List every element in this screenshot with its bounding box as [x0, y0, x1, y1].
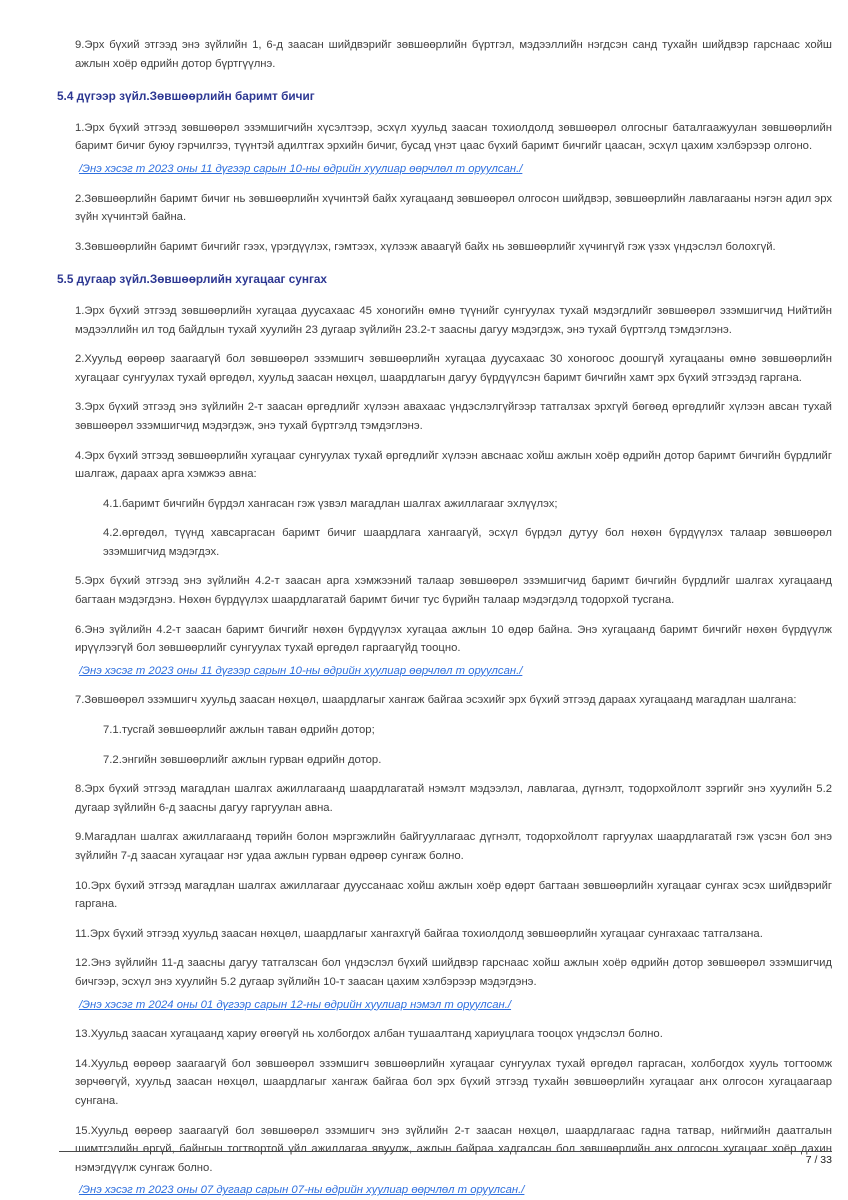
law-paragraph: 11.Эрх бүхий этгээд хуульд заасан нөхцөл, шаардлагыг хангахгүй байгаа тохиолдолд зөвшөөрлийн хугацааг сунгахаас татгалзана.: [75, 927, 763, 940]
law-subitem: 7.1.тусгай зөвшөөрлийг ажлын таван өдрийн дотор;: [103, 724, 375, 737]
law-paragraph: 2.Хуульд өөрөөр заагаагүй бол зөвшөөрөл эзэмшигч зөвшөөрлийн хугацаа дуусахаас 30 хоногоос доошгүй хугацааны өмнө зөвшөөрлийн хугацааг сунгуулах тухай өргөдөл, хуульд заасан нөхцөл, шаардлагын дагуу бүрдүүлсэн баримт бичгийн хамт эрх бүхий этгээдэд гаргана.: [75, 353, 832, 384]
document-body: [57, 36, 832, 1200]
law-subitem: 4.2.өргөдөл, түүнд хавсаргасан баримт бичиг шаардлага хангаагүй, эсхүл бүрдэл дутуу бол нөхөн бүрдүүлэх талаар зөвшөөрөл эзэмшигчид мэдэгдэх.: [103, 527, 832, 558]
page-number: 7 / 33: [805, 1154, 832, 1166]
law-paragraph: 8.Эрх бүхий этгээд магадлан шалгах ажиллагаанд шаардлагатай нэмэлт мэдээлэл, лавлагаа, дүгнэлт, тодорхойлолт зэргийг энэ хуулийн 5.2 дугаар зүйлийн 6-д заасны дагуу гаргуулан авна.: [75, 783, 832, 814]
section-heading: 5.5 дугаар зүйл.Зөвшөөрлийн хугацааг сунгах: [57, 272, 327, 287]
amendment-note-link[interactable]: /Энэ хэсэг т 2023 оны 11 дүгээр сарын 10-ны өдрийн хуулиар өөрчлөл т оруулсан./: [79, 664, 523, 677]
law-paragraph: 6.Энэ зүйлийн 4.2-т заасан баримт бичгийг нөхөн бүрдүүлэх хугацаа ажлын 10 өдөр байна. Энэ хугацаанд баримт бичгийг нөхөн бүрдүүлж ирүүлээгүй бол зөвшөөрлийг сунгуулах тухай өргөдөл гаргаагүйд тооцно.: [75, 623, 832, 655]
law-paragraph: 9.Эрх бүхий этгээд энэ зүйлийн 1, 6-д заасан шийдвэрийг зөвшөөрлийн бүртгэл, мэдээллийн нэгдсэн санд тухайн шийдвэр гарснаас хойш ажлын хоёр өдрийн дотор бүртгүүлнэ.: [75, 39, 832, 70]
law-paragraph: 1.Эрх бүхий этгээд зөвшөөрлийн хугацаа дуусахаас 45 хоногийн өмнө түүнийг сунгуулах тухай мэдэгдлийг зөвшөөрөл эзэмшигчид Нийтийн мэдээллийн ил тод байдлын тухай хуулийн 23 дугаар зүйлийн 23.2-т заасны дагуу мэдэгдэж, энэ тухай бүртгэлд тэмдэглэнэ.: [75, 304, 832, 336]
law-subitem: 4.1.баримт бичгийн бүрдэл хангасан гэж үзвэл магадлан шалгах ажиллагааг эхлүүлэх;: [103, 497, 558, 510]
law-paragraph: 12.Энэ зүйлийн 11-д заасны дагуу татгалзсан бол үндэслэл бүхий шийдвэр гарснаас хойш ажлын хоёр өдрийн дотор зөвшөөрөл эзэмшигчид бичгээр, эсхүл энэ хуулийн 5.2 дугаар зүйлийн 10-т заасан цахим хэлбэрээр мэдэгдэнэ.: [75, 957, 832, 988]
amendment-note-link[interactable]: /Энэ хэсэг т 2023 оны 07 дугаар сарын 07-ны өдрийн хуулиар өөрчлөл т оруулсан./: [79, 1184, 525, 1197]
law-paragraph: 13.Хуульд заасан хугацаанд хариу өгөөгүй нь холбогдох албан тушаалтанд хариуцлага тооцох үндэслэл болно.: [75, 1028, 663, 1041]
law-paragraph: 15.Хуульд өөрөөр заагаагүй бол зөвшөөрөл эзэмшигч энэ зүйлийн 2-т заасан нөхцөл, шаардлагаас гадна татвар, нийгмийн даатгалын шимтгэлийн өргүй, байнгын тогтвортой үйл ажиллагаа явуулж, ажлын байраа хадгалсан бол зөвшөөрлийн анх олгосон хугацааг хоёр дахин нэмэгдүүлж сунгаж болно.: [75, 1124, 832, 1174]
amendment-note-link[interactable]: /Энэ хэсэг т 2024 оны 01 дүгээр сарын 12-ны өдрийн хуулиар нэмэл т оруулсан./: [79, 998, 512, 1011]
section-heading: 5.4 дүгээр зүйл.Зөвшөөрлийн баримт бичиг: [57, 89, 315, 104]
law-paragraph: 3.Эрх бүхий этгээд энэ зүйлийн 2-т заасан өргөдлийг хүлээн авахаас үндэслэлгүйгээр татгалзах эрхгүй бөгөөд өргөдлийг хүлээн авсан тухай зөвшөөрөл эзэмшигчид мэдэгдэж, энэ тухай бүртгэлд тэмдэглэнэ.: [75, 401, 832, 432]
law-paragraph: 7.Зөвшөөрөл эзэмшигч хуульд заасан нөхцөл, шаардлагыг хангаж байгаа эсэхийг эрх бүхий этгээд дараах хугацаанд магадлан шалгана:: [75, 694, 797, 707]
law-paragraph: 4.Эрх бүхий этгээд зөвшөөрлийн хугацааг сунгуулах тухай өргөдлийг хүлээн авснаас хойш ажлын хоёр өдрийн дотор баримт бичгийн бүрдлийг шалгаж, дараах арга хэмжээ авна:: [75, 449, 832, 481]
law-paragraph: 10.Эрх бүхий этгээд магадлан шалгах ажиллагааг дууссанаас хойш ажлын хоёр өдөрт багтаан зөвшөөрлийн хугацааг сунгах эсэх шийдвэрийг гаргана.: [75, 879, 832, 911]
law-paragraph: 9.Магадлан шалгах ажиллагаанд төрийн болон мэргэжлийн байгууллагаас дүгнэлт, тодорхойлолт гаргуулах шаардлагатай гэж үзсэн бол энэ зүйлийн 7-д заасан хугацааг нэг удаа ажлын гурван өдрөөр сунгаж болно.: [75, 831, 832, 862]
law-subitem: 7.2.энгийн зөвшөөрлийг ажлын гурван өдрийн дотор.: [103, 753, 382, 766]
law-paragraph: 5.Эрх бүхий этгээд энэ зүйлийн 4.2-т заасан арга хэмжээний талаар зөвшөөрөл эзэмшигчид баримт бичгийн бүрдлийг шалгах хугацаанд багтаан мэдэгдэнэ. Нөхөн бүрдүүлэх шаардлагатай баримт бичиг тус бүрийн талаар мэдэгдэлд тодорхой тусгана.: [75, 575, 832, 607]
page-footer: [59, 1151, 832, 1166]
law-paragraph: 2.Зөвшөөрлийн баримт бичиг нь зөвшөөрлийн хүчинтэй байх хугацаанд зөвшөөрөл олгосон шийдвэр, зөвшөөрлийн лавлагааны нэгэн адил эрх зүйн хүчинтэй байна.: [75, 192, 832, 224]
amendment-note-link[interactable]: /Энэ хэсэг т 2023 оны 11 дүгээр сарын 10-ны өдрийн хуулиар өөрчлөл т оруулсан./: [79, 162, 523, 175]
law-paragraph: 3.Зөвшөөрлийн баримт бичгийг гээх, үрэгдүүлэх, гэмтээх, хүлээж аваагүй байх нь зөвшөөрлийг хүчингүй гэж үзэх үндэслэл болохгүй.: [75, 240, 776, 253]
law-paragraph: 1.Эрх бүхий этгээд зөвшөөрөл эзэмшигчийн хүсэлтээр, эсхүл хуульд заасан тохиолдолд зөвшөөрөл олгосныг баталгаажуулан зөвшөөрлийн баримт бичиг буюу гэрчилгээ, түүнтэй адилтгах эрхийн бичиг, бусад үнэт цаас бүхий баримт бичгийг цаасан, эсхүл цахим хэлбэрээр олгоно.: [75, 121, 832, 153]
law-paragraph: 14.Хуульд өөрөөр заагаагүй бол зөвшөөрөл эзэмшигч зөвшөөрлийн хугацааг сунгуулах тухай өргөдөл гаргасан, холбогдох хууль тогтоомж зөрчөөгүй, хуульд заасан нөхцөл, шаардлагыг хангаж байгаа бол эрх бүхий этгээд тухайн зөвшөөрлийн хугацааг анх олгосон хугацаагаар сунгана.: [75, 1057, 832, 1107]
